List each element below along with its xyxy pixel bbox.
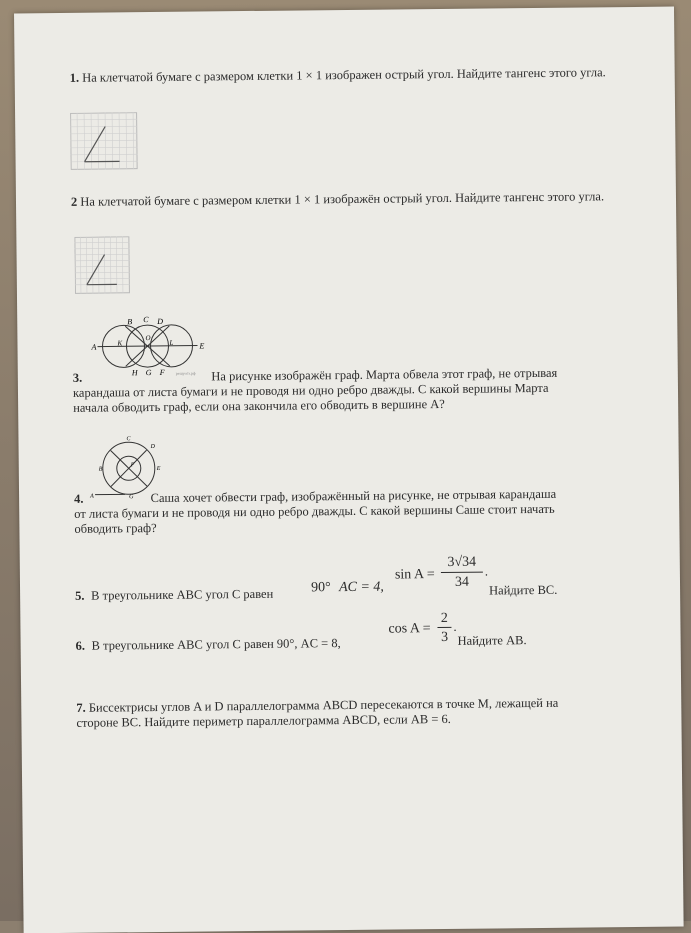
graph3-label-d: D (156, 317, 163, 326)
graph4-label-a: A (89, 494, 94, 500)
task-7 (76, 695, 656, 731)
task-6-cos: cos A = (388, 621, 430, 636)
task-2-number: 2 (71, 195, 77, 209)
task-5-sin: sin A = (395, 567, 435, 582)
task-7-line-1: Биссектрисы углов A и D параллелограмма ABCD пересекаются в точке M, лежащей на (89, 696, 559, 715)
graph4-label-e: E (156, 466, 161, 472)
task-6-numerator: 2 (437, 611, 451, 626)
graph3-label-b: B (127, 317, 132, 326)
graph3-label-g: G (146, 368, 152, 377)
task-5-dot: . (485, 565, 488, 580)
task-6-fraction-bar (437, 627, 451, 628)
task-3 (73, 365, 643, 416)
task-5-fraction-bar (441, 572, 483, 573)
task-3-line-2: карандаша от листа бумаги и не проводя ни одно ребро дважды. С какой вершины Марта (73, 380, 643, 401)
graph3-label-o: O (145, 334, 150, 342)
task-3-number: 3. (73, 371, 83, 385)
task-3-line-1: На рисунке изображён граф. Марта обвела этот граф, не отрывая (211, 366, 557, 384)
task-3-graph-figure (85, 311, 211, 377)
task-4-line-3: обводить граф? (74, 516, 644, 537)
task-5 (75, 577, 675, 623)
task-4-line-2: от листа бумаги и не проводя ни одно ребро дважды. С какой вершины Саше стоит начать (74, 501, 644, 522)
task-2 (71, 189, 631, 210)
task-1-text: На клетчатой бумаге с размером клетки 1 × 1 изображен острый угол. Найдите тангенс этого угла. (82, 65, 606, 84)
task-1-number: 1. (70, 71, 80, 85)
worksheet-page (14, 7, 684, 933)
task-5-numerator: 3√34 (441, 555, 483, 570)
task-5-denominator: 34 (441, 575, 483, 590)
graph3-label-l: L (168, 339, 173, 347)
task-6 (76, 627, 676, 673)
graph4-label-d: D (150, 444, 156, 450)
task-5-angle: 90° (311, 580, 331, 595)
graph4-label-g: G (129, 494, 134, 500)
graph3-label-a: A (90, 343, 96, 352)
task-6-dot: . (453, 620, 456, 635)
task-4 (74, 486, 644, 537)
task-2-text: На клетчатой бумаге с размером клетки 1 × 1 изображён острый угол. Найдите тангенс этого угла. (80, 189, 604, 208)
graph3-watermark: решуогэ.рф (176, 371, 196, 376)
task-2-grid-figure (74, 236, 131, 295)
task-6-denominator: 3 (437, 630, 451, 645)
graph3-label-k: K (116, 339, 122, 347)
task-4-line-1: Саша хочет обвести граф, изображённый на рисунке, не отрывая карандаша (151, 487, 557, 505)
task-6-ask: Найдите AB. (458, 633, 527, 649)
task-5-condition: AC = 4, (339, 580, 384, 595)
graph3-label-e: E (198, 341, 204, 350)
task-6-text: В треугольнике ABC угол C равен 90°, AC = 8, (92, 636, 341, 654)
graph3-label-c: C (143, 315, 149, 324)
task-7-number: 7. (76, 701, 86, 715)
graph3-label-h: H (131, 368, 139, 377)
task-5-text: В треугольнике ABC угол C равен (91, 587, 273, 604)
task-3-line-3: начала обводить граф, если она закончила его обводить в вершине A? (73, 395, 643, 416)
task-7-line-2: стороне BC. Найдите периметр параллелограмма ABCD, если AB = 6. (76, 710, 656, 731)
task-1 (70, 65, 630, 86)
graph4-label-f: F (130, 462, 135, 468)
graph4-label-c: C (126, 436, 131, 442)
task-5-number: 5. (75, 589, 85, 604)
task-6-number: 6. (76, 639, 86, 654)
task-4-number: 4. (74, 492, 84, 506)
graph4-label-b: B (99, 467, 103, 473)
graph3-label-f: F (159, 368, 165, 377)
task-5-ask: Найдите BC. (489, 583, 557, 599)
task-1-grid-figure (70, 112, 139, 171)
